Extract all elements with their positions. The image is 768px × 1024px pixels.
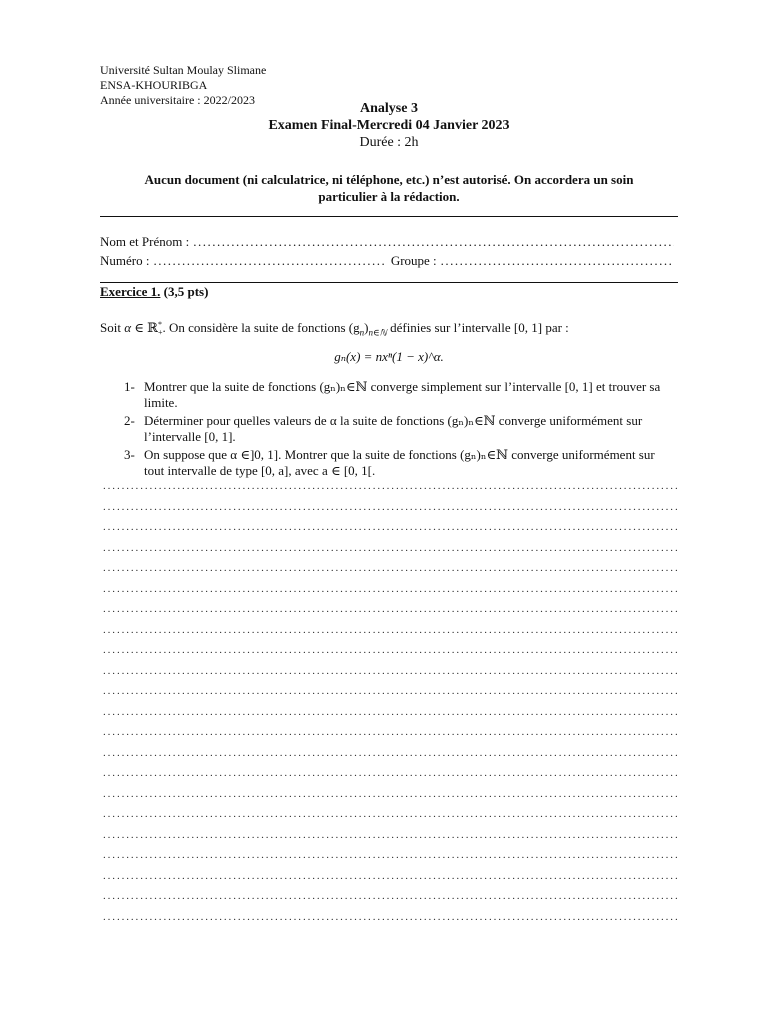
question-3-number: 3-: [124, 447, 135, 462]
exercise-title: [100, 284, 208, 300]
question-2: [124, 413, 678, 445]
question-2-text: Déterminer pour quelles valeurs de α la suite de fonctions (gₙ)ₙ∈ℕ converge uniformément sur l’intervalle [0, 1].: [144, 413, 643, 444]
answer-line[interactable]: [103, 726, 678, 747]
intro-text-c: . On considère la suite de fonctions (g: [162, 320, 360, 335]
answer-line[interactable]: [103, 911, 678, 932]
answer-line[interactable]: [103, 829, 678, 850]
answer-line[interactable]: [103, 706, 678, 727]
course-title: Analyse 3: [360, 101, 418, 116]
group-field[interactable]: [441, 253, 674, 269]
exercise-points: (3,5 pts): [163, 284, 209, 299]
answer-line[interactable]: [103, 521, 678, 542]
intro-sub-n: n: [359, 327, 365, 338]
answer-line[interactable]: [103, 747, 678, 768]
answer-line[interactable]: [103, 603, 678, 624]
institution-line-school: ENSA-KHOURIBGA: [100, 78, 208, 92]
question-1-text: Montrer que la suite de fonctions (gₙ)ₙ∈ℕ converge simplement sur l’intervalle [0, 1] et trouver sa limite.: [144, 379, 661, 410]
function-formula: gₙ(x) = nxⁿ(1 − x)^α.: [334, 349, 444, 364]
question-1: [124, 379, 678, 411]
name-field[interactable]: [193, 234, 674, 250]
answer-line[interactable]: [103, 501, 678, 522]
group-label: Groupe :: [390, 253, 437, 268]
question-2-number: 2-: [124, 413, 135, 428]
exercise-intro: [100, 320, 569, 339]
answer-line[interactable]: [103, 767, 678, 788]
question-3: [124, 447, 678, 479]
answer-line[interactable]: [103, 685, 678, 706]
answer-line[interactable]: [103, 624, 678, 645]
answer-line[interactable]: [103, 788, 678, 809]
answer-line[interactable]: [103, 562, 678, 583]
answer-line[interactable]: [103, 480, 678, 501]
divider-bottom: [100, 282, 678, 283]
answer-line[interactable]: [103, 583, 678, 604]
divider-top: [100, 216, 678, 217]
answer-line[interactable]: [103, 644, 678, 665]
question-3-text: On suppose que α ∈]0, 1]. Montrer que la suite de fonctions (gₙ)ₙ∈ℕ converge uniformément sur tout intervalle de type [0, a], avec a ∈ [0, 1[.: [144, 447, 655, 478]
answer-line[interactable]: [103, 870, 678, 891]
institution-line-year: Année universitaire : 2022/2023: [100, 93, 255, 107]
name-field-row: [100, 234, 678, 252]
number-field[interactable]: [153, 253, 386, 269]
exam-duration: Durée : 2h: [359, 135, 419, 150]
number-label: Numéro :: [100, 253, 150, 268]
answer-line[interactable]: [103, 808, 678, 829]
intro-sub-nN: n∈ℕ: [368, 327, 387, 338]
answer-line[interactable]: [103, 665, 678, 686]
answer-line[interactable]: [103, 542, 678, 563]
intro-alpha: α: [124, 320, 132, 335]
exam-notice: Aucun document (ni calculatrice, ni téléphone, etc.) n’est autorisé. On accordera un soin particulier à la rédaction.: [144, 172, 634, 204]
intro-text-b: ∈ ℝ: [131, 320, 158, 335]
intro-sub-plus: +: [157, 328, 163, 338]
answer-line[interactable]: [103, 849, 678, 870]
answer-area[interactable]: [103, 480, 678, 931]
answer-line[interactable]: [103, 890, 678, 911]
intro-text-e: définies sur l’intervalle [0, 1] par :: [386, 320, 569, 335]
number-group-row: [100, 253, 678, 271]
intro-text-d: ): [364, 320, 369, 335]
exam-title: Examen Final-Mercredi 04 Janvier 2023: [268, 118, 510, 133]
exercise-label: Exercice 1.: [100, 284, 161, 299]
institution-line-university: Université Sultan Moulay Slimane: [100, 63, 267, 77]
intro-text-a: Soit: [100, 320, 125, 335]
name-label: Nom et Prénom :: [100, 234, 190, 249]
intro-sup-star: *: [157, 320, 162, 330]
question-1-number: 1-: [124, 379, 135, 394]
